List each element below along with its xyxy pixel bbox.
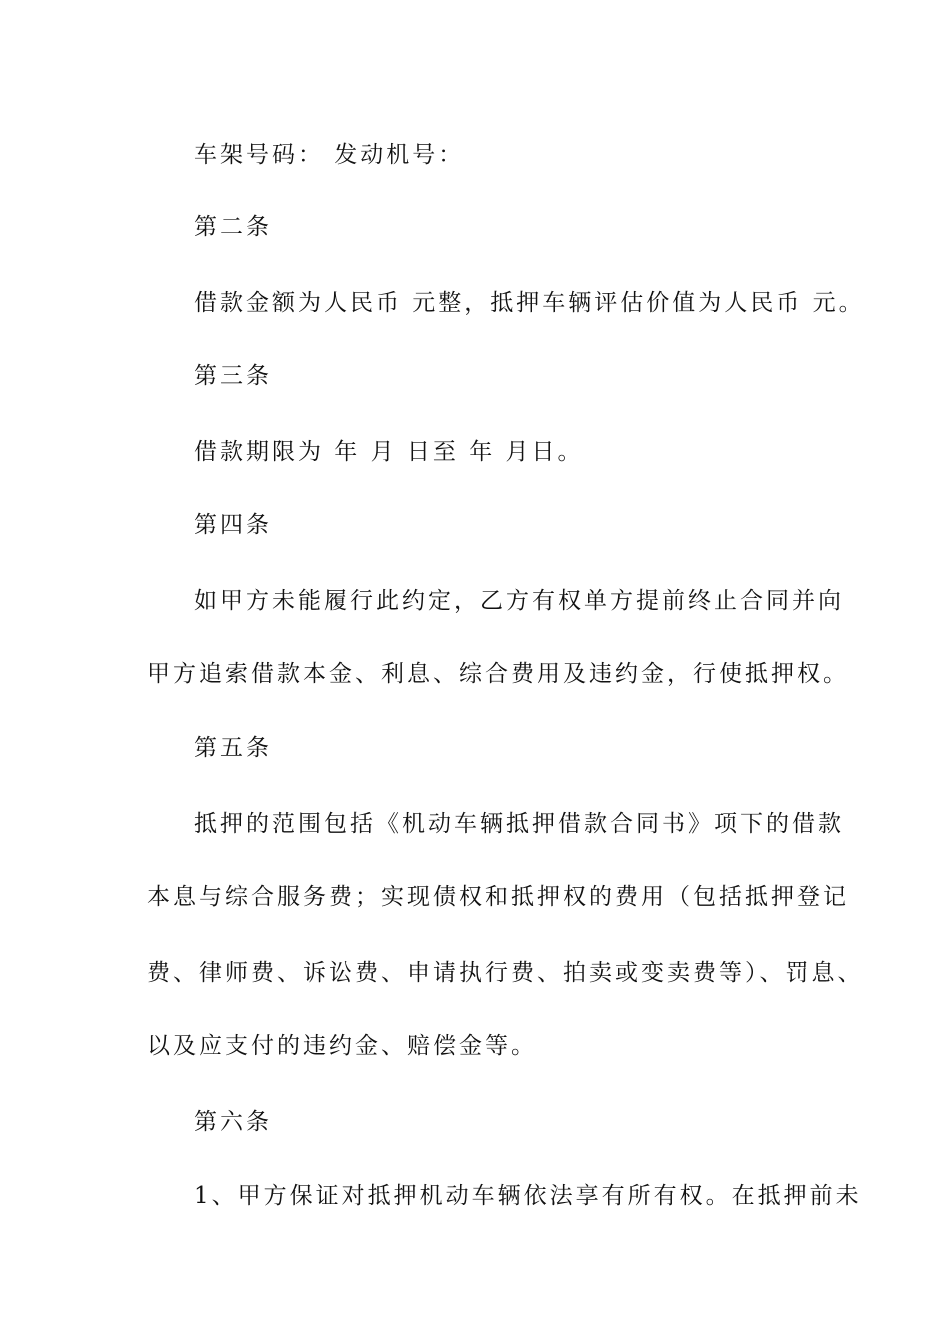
article-5-heading: 第五条: [194, 735, 272, 761]
article-2-heading: 第二条: [194, 214, 272, 240]
loan-amount-paragraph: 借款金额为人民币 元整，抵押车辆评估价值为人民币 元。: [194, 290, 865, 316]
vehicle-ids-line: 车架号码： 发动机号：: [194, 142, 465, 168]
article-5-paragraph-line-2: 本息与综合服务费；实现债权和抵押权的费用（包括抵押登记: [147, 884, 849, 910]
article-4-heading: 第四条: [194, 512, 272, 538]
article-3-heading: 第三条: [194, 363, 272, 389]
article-6-paragraph-line-1: 1、甲方保证对抵押机动车辆依法享有所有权。在抵押前未: [194, 1183, 862, 1209]
article-4-paragraph-line-2: 甲方追索借款本金、利息、综合费用及违约金，行使抵押权。: [147, 661, 849, 687]
article-6-heading: 第六条: [194, 1109, 272, 1135]
article-4-paragraph-line-1: 如甲方未能履行此约定，乙方有权单方提前终止合同并向: [194, 588, 844, 614]
article-5-paragraph-line-4: 以及应支付的违约金、赔偿金等。: [147, 1033, 537, 1059]
loan-term-paragraph: 借款期限为 年 月 日至 年 月日。: [194, 439, 584, 465]
article-5-paragraph-line-3: 费、律师费、诉讼费、申请执行费、拍卖或变卖费等）、罚息、: [147, 960, 864, 986]
article-5-paragraph-line-1: 抵押的范围包括《机动车辆抵押借款合同书》项下的借款: [194, 811, 844, 837]
